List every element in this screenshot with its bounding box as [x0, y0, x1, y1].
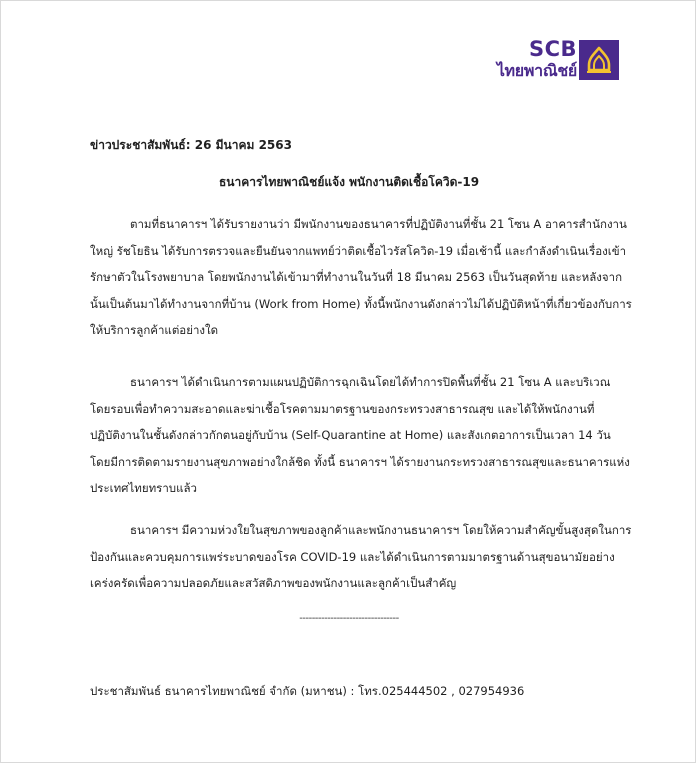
paragraph-1 [90, 211, 650, 344]
paragraph-line: ป้องกันและควบคุมการแพร่ระบาดของโรค COVID-19 และได้ดำเนินการตามมาตรฐานด้านสุขอนามัยอย่าง [90, 549, 615, 564]
scb-emblem-icon [579, 40, 619, 80]
paragraph-line: ตามที่ธนาคารฯ ได้รับรายงานว่า มีพนักงานของธนาคารที่ปฏิบัติงานที่ชั้น 21 โซน A อาคารสำนักงาน [130, 217, 627, 231]
release-date: 26 มีนาคม 2563 [194, 138, 292, 152]
paragraph-line: ใหญ่ รัชโยธิน ได้รับการตรวจและยืนยันจากแพทย์ว่าติดเชื้อไวรัสโควิด-19 เมื่อเช้านี้ และกำลังดำเนินเรื่องเข้า [90, 243, 627, 258]
headline: ธนาคารไทยพาณิชย์แจ้ง พนักงานติดเชื้อโควิด-19 [218, 175, 480, 189]
paragraph-line: นั้นเป็นต้นมาได้ทำงานจากที่บ้าน (Work from Home) ทั้งนี้พนักงานดังกล่าวไม่ได้ปฏิบัติหน้าที่เกี่ยวข้องกับการ [90, 296, 632, 311]
paragraph-3 [90, 517, 650, 597]
scb-emblem-shape [584, 45, 614, 75]
paragraph-line: ธนาคารฯ ได้ดำเนินการตามแผนปฏิบัติการฉุกเฉินโดยได้ทำการปิดพื้นที่ชั้น 21 โซน A และบริเวณ [130, 375, 611, 389]
logo-brand-en: SCB [528, 37, 577, 61]
separator-line: -------------------------------- [299, 613, 399, 624]
paragraph-line: ธนาคารฯ มีความห่วงใยในสุขภาพของลูกค้าและพนักงานธนาคารฯ โดยให้ความสำคัญขั้นสูงสุดในการ [130, 523, 632, 537]
paragraph-line: ให้บริการลูกค้าแต่อย่างใด [90, 323, 219, 337]
paragraph-line: รักษาตัวในโรงพยาบาล โดยพนักงานได้เข้ามาที่ทำงานในวันที่ 18 มีนาคม 2563 เป็นวันสุดท้าย และหลังจาก [90, 270, 623, 284]
release-label: ข่าวประชาสัมพันธ์: [90, 138, 191, 152]
logo-brand-th: ไทยพาณิชย์ [496, 61, 577, 80]
paragraph-line: เคร่งครัดเพื่อความปลอดภัยและสวัสดิภาพของพนักงานและลูกค้าเป็นสำคัญ [90, 576, 457, 590]
release-date-line [90, 136, 292, 155]
contact-footer: ประชาสัมพันธ์ ธนาคารไทยพาณิชย์ จำกัด (มหาชน) : โทร.025444502 , 027954936 [90, 684, 525, 698]
scb-logo [471, 39, 621, 84]
paragraph-line: ประเทศไทยทราบแล้ว [90, 481, 197, 495]
paragraph-line: โดยมีการติดตามรายงานสุขภาพอย่างใกล้ชิด ทั้งนี้ ธนาคารฯ ได้รายงานกระทรวงสาธารณสุขและธนาคารแห่ง [90, 454, 630, 469]
paragraph-2 [90, 369, 650, 502]
paragraph-line: โดยรอบเพื่อทำความสะอาดและฆ่าเชื้อโรคตามมาตรฐานของกระทรวงสาธารณสุข และได้ให้พนักงานที่ [90, 401, 595, 416]
paragraph-line: ปฏิบัติงานในชั้นดังกล่าวกักตนอยู่กับบ้าน (Self-Quarantine at Home) และสังเกตอาการเป็นเวลา 14 วัน [90, 428, 611, 442]
logo-wordmark [497, 39, 577, 79]
